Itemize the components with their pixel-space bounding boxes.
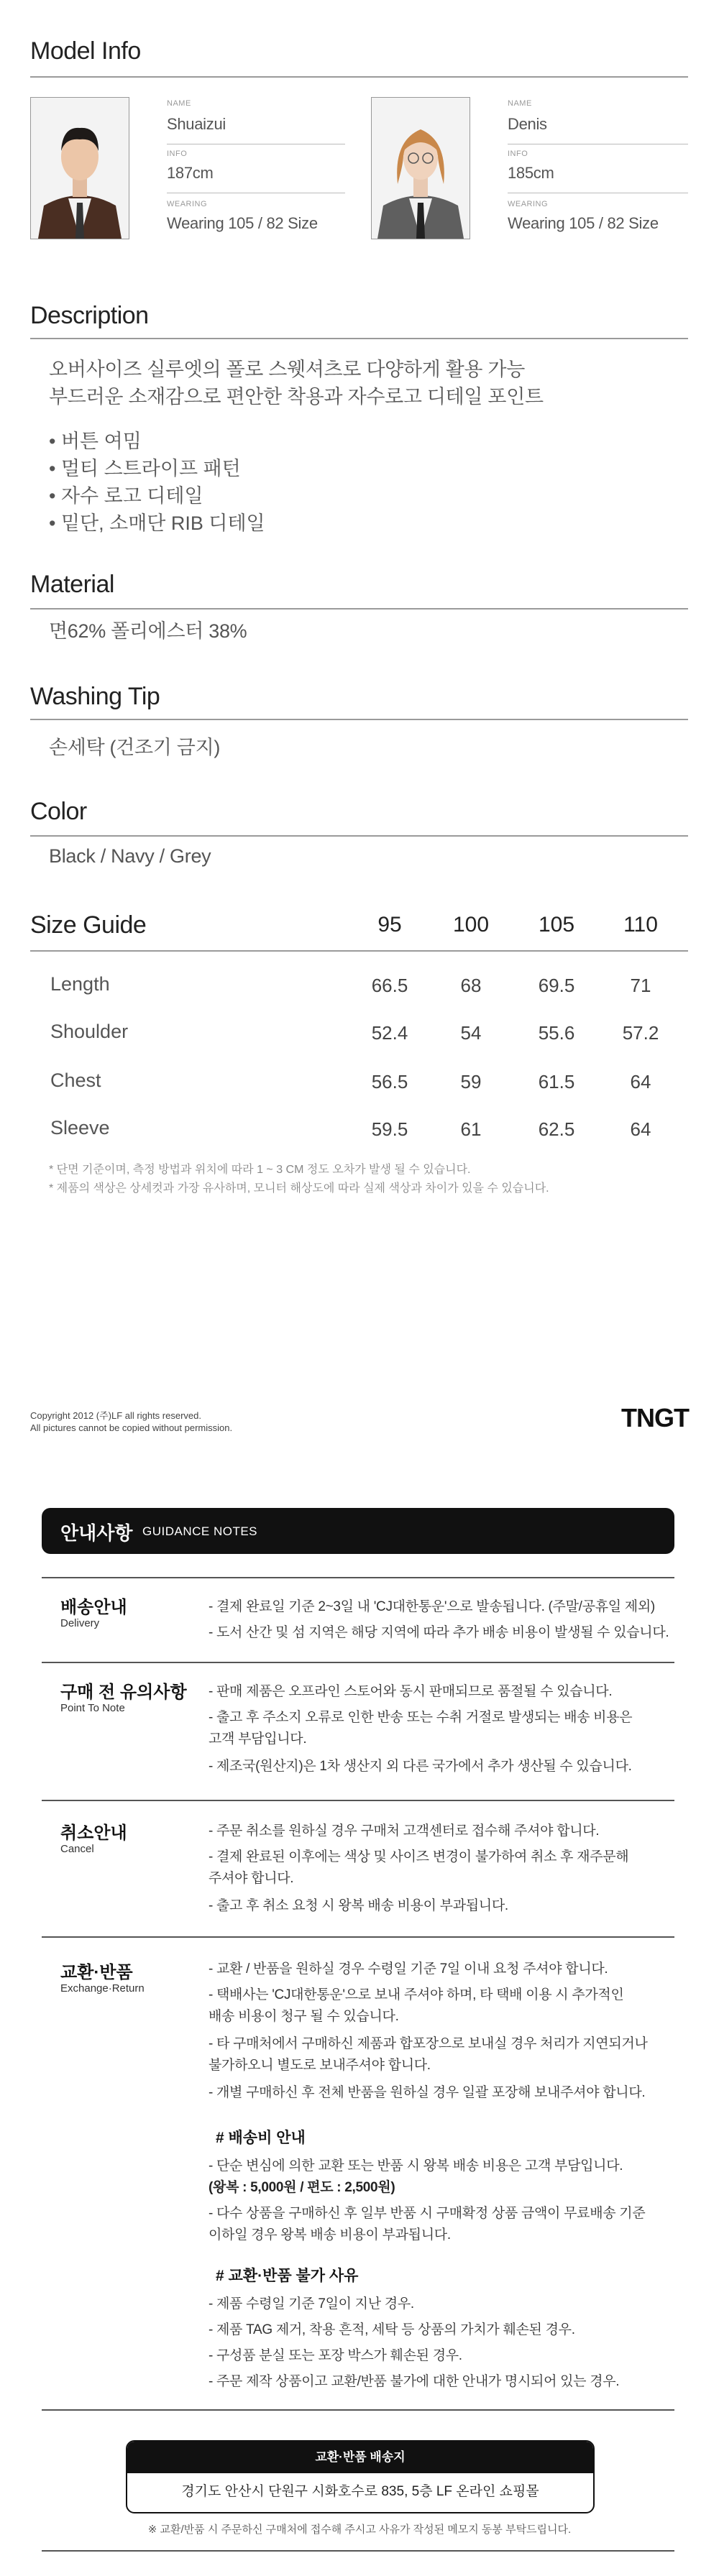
delivery-line: - 도서 산간 및 섬 지역은 해당 지역에 따라 추가 배송 비용이 발생될 수 있습니다. [209, 1625, 669, 1640]
size-cell: 61 [460, 1118, 482, 1140]
point-to-note-heading: 구매 전 유의사항 [60, 1683, 187, 1702]
material-text: 면62% 폴리에스터 38% [49, 620, 247, 642]
cancel-line: - 출고 후 취소 요청 시 왕복 배송 비용이 부과됩니다. [209, 1898, 508, 1913]
size-cell: 64 [630, 1071, 651, 1092]
no-return-line: - 제품 TAG 제거, 착용 흔적, 세탁 등 상품의 가치가 훼손된 경우. [209, 2322, 575, 2337]
size-row-label: Shoulder [50, 1021, 129, 1042]
model-wearing-label: WEARING [508, 200, 549, 208]
cancel-line: 주셔야 합니다. [209, 1871, 294, 1886]
size-cell: 71 [630, 975, 651, 996]
delivery-line: - 결제 완료일 기준 2~3일 내 'CJ대한통운'으로 발송됩니다. (주말/공휴일 제외) [209, 1599, 655, 1614]
size-header: 100 [452, 913, 490, 937]
shipping-cost-line: 이하일 경우 왕복 배송 비용이 부과됩니다. [209, 2227, 451, 2242]
return-address-heading: 교환·반품 배송지 [127, 2442, 593, 2473]
return-address-note: ※ 교환/반품 시 주문하신 구매처에 접수해 주시고 사유가 작성된 메모지 동봉 부탁드립니다. [147, 2524, 572, 2536]
model-photo-shuaizui [30, 97, 129, 239]
no-return-line: - 구성품 분실 또는 포장 박스가 훼손된 경우. [209, 2348, 462, 2363]
color-title: Color [30, 798, 87, 825]
divider [30, 76, 688, 78]
guidance-title: 안내사항 [60, 1522, 133, 1544]
size-cell: 64 [630, 1118, 651, 1140]
model-name: Denis [508, 115, 547, 133]
divider [42, 2550, 674, 2552]
description-bullet: • 버튼 여밈 [49, 431, 142, 452]
size-cell: 54 [460, 1022, 482, 1044]
cancel-line: - 결제 완료된 이후에는 색상 및 사이즈 변경이 불가하여 취소 후 재주문해 [209, 1849, 629, 1864]
divider [30, 950, 688, 952]
point-to-note-line: 고객 부담입니다. [209, 1731, 307, 1747]
description-bullet: • 자수 로고 디테일 [49, 485, 203, 507]
copyright-text: Copyright 2012 (주)LF all rights reserved. [30, 1410, 201, 1421]
model-info-title: Model Info [30, 37, 141, 65]
return-address-text: 경기도 안산시 단원구 시화호수로 835, 5층 LF 온라인 쇼핑몰 [181, 2484, 539, 2499]
description-title: Description [30, 302, 149, 329]
point-to-note-line: - 제조국(원산지)은 1차 생산지 외 다른 국가에서 추가 생산될 수 있습니다. [209, 1759, 632, 1774]
model-info-label: INFO [508, 150, 528, 158]
divider [42, 1936, 674, 1938]
exchange-return-line: 불가하오니 별도로 보내주셔야 합니다. [209, 2058, 431, 2073]
divider [30, 608, 688, 610]
washing-title: Washing Tip [30, 683, 160, 710]
copyright-text: All pictures cannot be copied without permission. [30, 1422, 233, 1433]
point-to-note-subheading: Point To Note [60, 1702, 125, 1714]
model-wearing: Wearing 105 / 82 Size [167, 214, 318, 232]
brand-logo: TNGT [621, 1403, 689, 1432]
exchange-return-line: 배송 비용이 청구 될 수 있습니다. [209, 2009, 399, 2024]
size-row-label: Chest [50, 1070, 101, 1091]
model-wearing-label: WEARING [167, 200, 208, 208]
size-guide-title: Size Guide [30, 911, 147, 939]
divider [42, 1662, 674, 1663]
size-header: 105 [538, 913, 575, 937]
point-to-note-line: - 출고 후 주소지 오류로 인한 반송 또는 수취 거절로 발생되는 배송 비용은 [209, 1710, 633, 1725]
guidance-subtitle: GUIDANCE NOTES [142, 1524, 258, 1538]
model-name-label: NAME [508, 99, 532, 108]
shipping-cost-line: - 단순 변심에 의한 교환 또는 반품 시 왕복 배송 비용은 고객 부담입니다. [209, 2158, 623, 2174]
size-header: 95 [377, 913, 402, 937]
description-line: 부드러운 소재감으로 편안한 착용과 자수로고 디테일 포인트 [49, 386, 544, 408]
no-return-line: - 제품 수령일 기준 7일이 지난 경우. [209, 2296, 414, 2312]
divider [42, 1800, 674, 1801]
shipping-cost-line: (왕복 : 5,000원 / 편도 : 2,500원) [209, 2180, 395, 2195]
delivery-subheading: Delivery [60, 1617, 100, 1629]
material-title: Material [30, 571, 114, 598]
size-cell: 52.4 [371, 1022, 408, 1044]
return-address-box [126, 2440, 595, 2513]
size-cell: 61.5 [538, 1071, 575, 1092]
description-line: 오버사이즈 실루엣의 폴로 스웻셔츠로 다양하게 활용 가능 [49, 359, 525, 380]
model-name-label: NAME [167, 99, 191, 108]
divider [30, 835, 688, 837]
size-row-label: Sleeve [50, 1117, 110, 1138]
size-cell: 59.5 [371, 1118, 408, 1140]
exchange-return-line: - 택배사는 'CJ대한통운'으로 보내 주셔야 하며, 타 택배 이용 시 추가적인 [209, 1987, 624, 2002]
exchange-return-line: - 타 구매처에서 구매하신 제품과 합포장으로 보내실 경우 처리가 지연되거나 [209, 2036, 648, 2051]
size-cell: 66.5 [371, 975, 408, 996]
divider [30, 719, 688, 720]
shipping-cost-line: - 다수 상품을 구매하신 후 일부 반품 시 구매확정 상품 금액이 무료배송 기준 [209, 2206, 646, 2221]
no-return-line: - 주문 제작 상품이고 교환/반품 불가에 대한 안내가 명시되어 있는 경우. [209, 2374, 620, 2389]
model-height: 185cm [508, 164, 554, 182]
description-bullet: • 멀티 스트라이프 패턴 [49, 458, 241, 479]
point-to-note-line: - 판매 제품은 오프라인 스토어와 동시 판매되므로 품절될 수 있습니다. [209, 1684, 613, 1699]
exchange-return-subheading: Exchange·Return [60, 1982, 145, 1995]
divider [42, 2409, 674, 2411]
cancel-line: - 주문 취소를 원하실 경우 구매처 고객센터로 접수해 주셔야 합니다. [209, 1823, 600, 1839]
size-header: 110 [623, 913, 658, 937]
cancel-heading: 취소안내 [60, 1823, 127, 1843]
size-cell: 55.6 [538, 1022, 575, 1044]
model-height: 187cm [167, 164, 214, 182]
delivery-heading: 배송안내 [60, 1598, 127, 1617]
cancel-subheading: Cancel [60, 1843, 94, 1855]
divider [30, 338, 688, 339]
exchange-return-line: - 개별 구매하신 후 전체 반품을 원하실 경우 일괄 포장해 보내주셔야 합니다. [209, 2085, 646, 2100]
size-cell: 62.5 [538, 1118, 575, 1140]
size-row-label: Length [50, 973, 110, 995]
no-return-heading: # 교환·반품 불가 사유 [216, 2268, 359, 2284]
color-text: Black / Navy / Grey [49, 845, 211, 867]
size-cell: 69.5 [538, 975, 575, 996]
size-cell: 56.5 [371, 1071, 408, 1092]
model-name: Shuaizui [167, 115, 226, 133]
shipping-cost-heading: # 배송비 안내 [216, 2130, 306, 2146]
size-note: * 제품의 색상은 상세컷과 가장 유사하며, 모니터 해상도에 따라 실제 색상과 차이가 있을 수 있습니다. [49, 1182, 549, 1195]
exchange-return-line: - 교환 / 반품을 원하실 경우 수령일 기준 7일 이내 요청 주셔야 합니다. [209, 1961, 608, 1977]
size-cell: 59 [460, 1071, 482, 1092]
model-info-label: INFO [167, 150, 188, 158]
model-wearing: Wearing 105 / 82 Size [508, 214, 659, 232]
guidance-header-bar [42, 1508, 674, 1554]
exchange-return-heading: 교환·반품 [60, 1963, 133, 1982]
model-photo-denis [371, 97, 470, 239]
divider [42, 1577, 674, 1578]
description-bullet: • 밑단, 소매단 RIB 디테일 [49, 512, 265, 534]
size-cell: 57.2 [622, 1022, 659, 1044]
washing-text: 손세탁 (건조기 금지) [49, 737, 221, 758]
size-note: * 단면 기준이며, 측정 방법과 위치에 따라 1 ~ 3 CM 정도 오차가 발생 될 수 있습니다. [49, 1164, 471, 1176]
size-cell: 68 [460, 975, 482, 996]
